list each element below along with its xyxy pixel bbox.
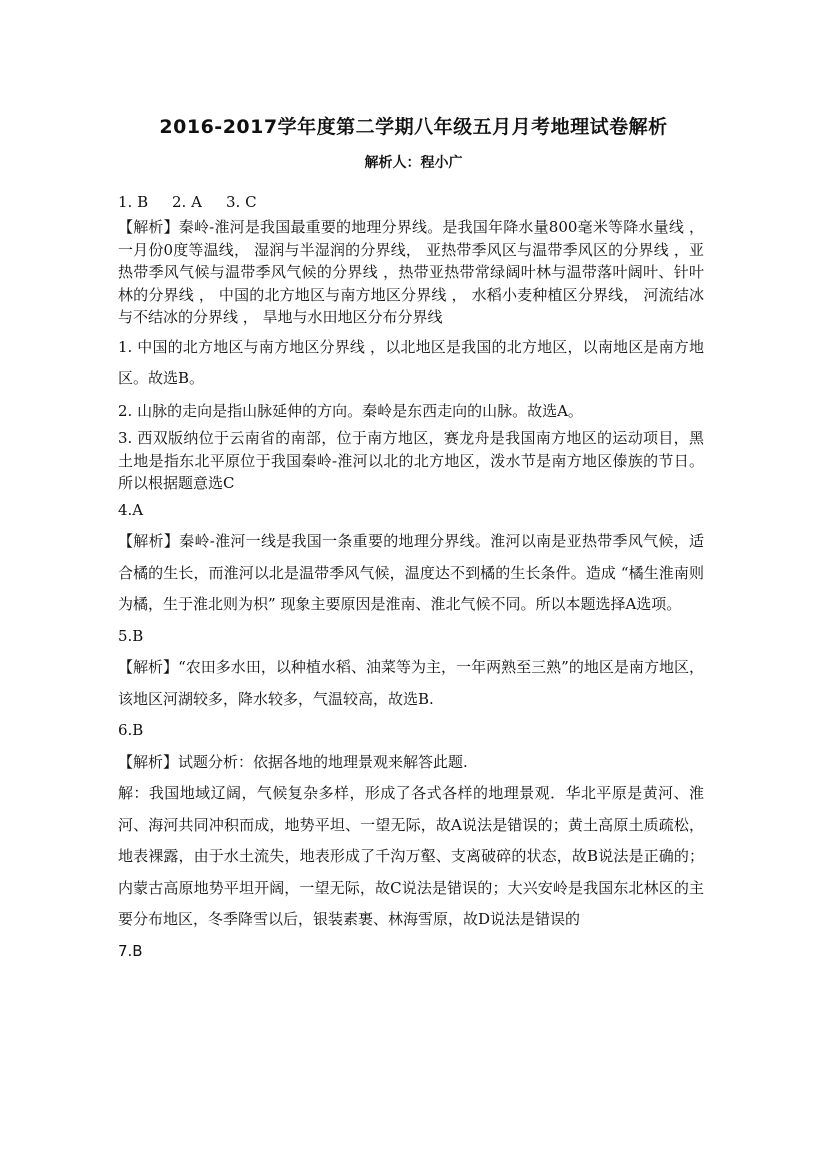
document-title: 2016-2017学年度第二学期八年级五月月考地理试卷解析 <box>159 116 668 138</box>
analysis-1-3: 【解析】秦岭-淮河是我国最重要的地理分界线。是我国年降水量800毫米等降水量线 ， 一月份0度等温线， 湿润与半湿润的分界线， 亚热带季风区与温带季风区的分界线 ，亚热带季风气候与温带季风气候的分界线 ，热带亚热带常绿阔叶林与温带落叶阔叶、针叶林的分界线 ， 中国的北方地区与南方地区分界线 ， 水稻小麦种植区分界线， 河流结冰与不结冰的分界线 ， 旱地与水田地区分布分界线 <box>118 218 704 326</box>
document-body <box>118 191 704 967</box>
answer-line-1-3 <box>118 191 704 213</box>
answer-7: 7.B <box>118 941 143 960</box>
analysis-5: 【解析】“农田多水田，以种植水稻、油菜等为主，一年两熟至三熟”的地区是南方地区，该地区河湖较多，降水较多，气温较高，故选B. <box>118 658 704 708</box>
answer-3: 3. C <box>226 193 257 211</box>
answer-5: 5.B <box>118 626 144 645</box>
explanation-q2: 2. 山脉的走向是指山脉延伸的方向。秦岭是东西走向的山脉。故选A。 <box>118 401 583 420</box>
answer-6: 6.B <box>118 721 144 739</box>
solution-6: 解：我国地域辽阔，气候复杂多样，形成了各式各样的地理景观．华北平原是黄河、淮河、海河共同冲积而成，地势平坦、一望无际，故A说法是错误的；黄土高原土质疏松，地表裸露，由于水土流失，地表形成了千沟万壑、支离破碎的状态，故B说法是正确的；内蒙古高原地势平坦开阔，一望无际，故C说法是错误的；大兴安岭是我国东北林区的主要分布地区，冬季降雪以后，银装素裹、林海雪原，故D说法是错误的 <box>118 784 704 928</box>
analysis-4: 【解析】秦岭-淮河一线是我国一条重要的地理分界线。淮河以南是亚热带季风气候，适合橘的生长，而淮河以北是温带季风气候，温度达不到橘的生长条件。造成 “橘生淮南则为橘，生于淮北则为枳” 现象主要原因是淮南、淮北气候不同。所以本题选择A选项。 <box>118 532 704 613</box>
explanation-q1: 1. 中国的北方地区与南方地区分界线 ，以北地区是我国的北方地区，以南地区是南方地区。故选B。 <box>118 337 704 387</box>
analysis-6: 【解析】试题分析：依据各地的地理景观来解答此题. <box>118 752 468 771</box>
answer-1: 1. B <box>118 193 149 211</box>
explanation-q3: 3. 西双版纳位于云南省的南部，位于南方地区，赛龙舟是我国南方地区的运动项目，黑土地是指东北平原位于我国秦岭-淮河以北的北方地区，泼水节是南方地区傣族的节日。所以根据题意选C <box>118 429 704 492</box>
answer-2: 2. A <box>172 193 202 211</box>
document-author: 解析人：程小广 <box>364 155 463 171</box>
answer-4: 4.A <box>118 500 144 519</box>
